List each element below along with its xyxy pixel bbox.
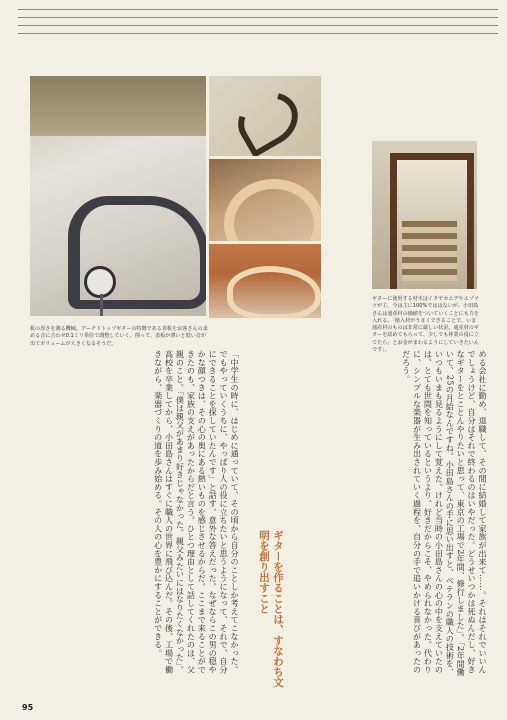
wood-part-photo <box>209 76 321 156</box>
thickness-gauge-photo <box>30 76 206 316</box>
main-photo-caption: 板の厚さを測る機械。アーチドトップギターの特徴である表板をお客さんの求める音に合わせ0.1ミリ単位で調整していく。削って、表板が薄いと低い音が出てボリュームが大きくなるそうだ。 <box>30 326 208 347</box>
header-rules <box>18 2 498 40</box>
section-heading: ギターを作ることは、すなわち文明を創り出すこと <box>258 530 284 688</box>
guitar-body-photo <box>209 244 321 318</box>
guitar-rib-photo <box>209 159 321 241</box>
wood-photo-caption: ギターに使用する材木はイタヤカエデやエゾマツが主。今は主に100%でははないが、小田島さんは通産材の価値をついていくことにも力を入れる。「植入材がうまくできることで、いま通産材のものは非常に厳しい状況。通産材のギターを認めてもらって、少しでも林業の役に立てたら」とお金がまわるようにしていきたいんです」。 <box>372 296 479 354</box>
article-body-right: める会社に勤め、退職して、その間に結婚して家族が出来て……。それはそれでいいんでしょうけど、自分はそれで終わるのはいやだった。どうせいつかは死ぬんだし、好きなギターをとことんやりたいと思って、東京の工場で2年間、修行しました」。「2年間働いて、25の月給なんですね。小田島さんの手に思い出すと、ベテランの職人の技術を、いつもいまも見るようにして覚えた。けれど当時の小田島さんの心の中を支えていたのは、とても世間を知っているというより、好きだからこそ、やめられなかった。代わりに、シンプルな楽器が生み出されていく過程を、自分の手で追いかける喜びがあったのだろう。 <box>401 350 488 677</box>
article-body-left: 「中学生の時に、はじめに通っていて、その頃から自分のことしか考えてこなかった。でもやっていくうちに、やっぱり人の役に立ちたいと思うようになって、それで、自分にできることを探していたんです」と話す。意外な答えだった。なぜならこの男の穏やかな顔つきは、その心の奥にある熱いものを感じさせるからだ。ここまで来ることができたのも、家族の支えがあったからだと言う。ひとつ理由として話してくれたのは、父親のこと。「僕は親父があまり好きじゃなかった。親父みたいにはなりたくなかった」。高校を卒業してから、小田島さんはすぐに職人の世界に飛び込んだ。その後、工場で働きながら、楽器づくりの道を歩み始める。その人の心を豊かにすることができる。 <box>153 350 240 674</box>
workshop-doorway-photo <box>372 141 477 289</box>
page-number: 95 <box>22 703 34 712</box>
